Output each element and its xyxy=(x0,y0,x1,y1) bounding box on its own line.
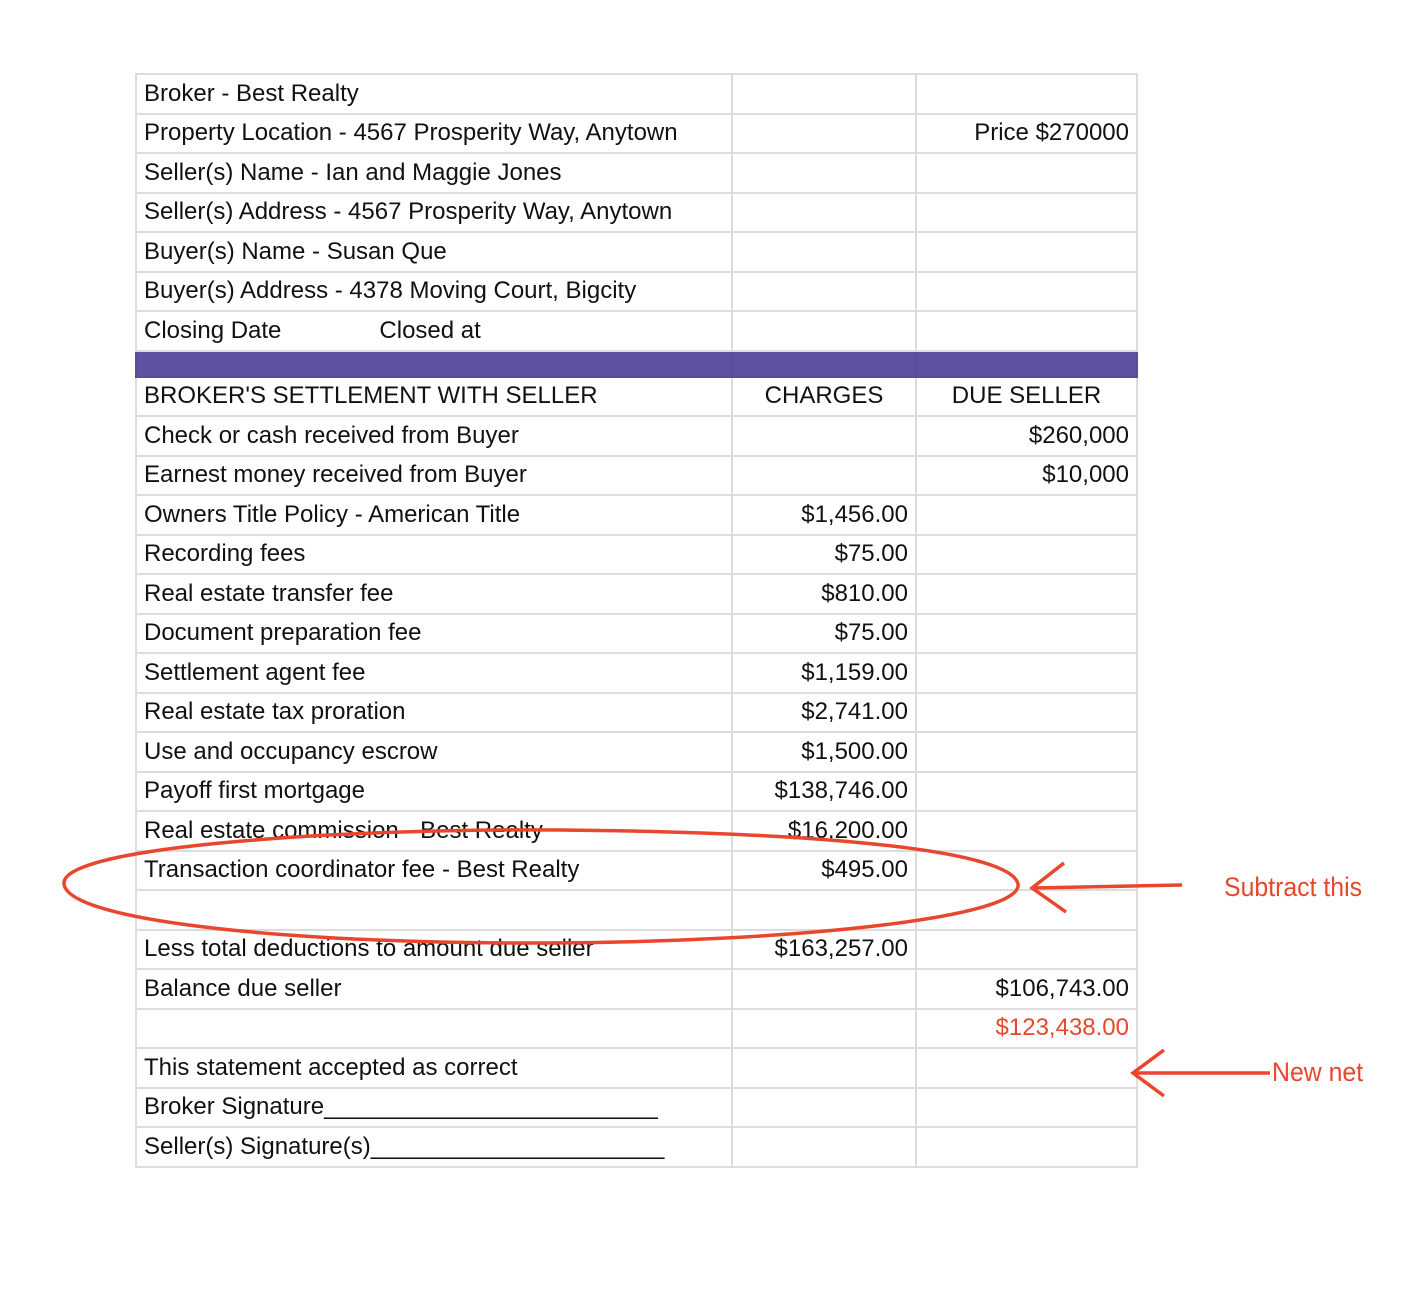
closed-at-label: Closed at xyxy=(379,316,481,344)
table-row xyxy=(136,772,1137,812)
settlement-rows xyxy=(136,416,1137,890)
row-sellers-name xyxy=(136,153,1137,193)
section-divider-band xyxy=(136,351,1137,377)
cell-broker[interactable]: Broker - Best Realty xyxy=(136,74,732,114)
cell-empty[interactable] xyxy=(916,153,1137,193)
cell-charge[interactable]: $138,746.00 xyxy=(732,772,916,812)
new-net-arrow xyxy=(1133,1050,1270,1096)
cell-empty[interactable] xyxy=(732,890,916,930)
cell-empty[interactable] xyxy=(916,1048,1137,1088)
row-buyers-address xyxy=(136,272,1137,312)
row-blank xyxy=(136,890,1137,930)
row-total-deductions xyxy=(136,930,1137,970)
cell-due[interactable]: $10,000 xyxy=(916,456,1137,496)
table-row xyxy=(136,653,1137,693)
cell-empty[interactable] xyxy=(916,193,1137,233)
cell-charge[interactable]: $2,741.00 xyxy=(732,693,916,733)
cell-charge[interactable]: $1,456.00 xyxy=(732,495,916,535)
cell-due[interactable] xyxy=(916,811,1137,851)
cell-label[interactable]: Earnest money received from Buyer xyxy=(136,456,732,496)
row-buyers-name xyxy=(136,232,1137,272)
cell-label[interactable]: Check or cash received from Buyer xyxy=(136,416,732,456)
row-broker xyxy=(136,74,1137,114)
row-new-net xyxy=(136,1009,1137,1049)
cell-empty[interactable] xyxy=(136,1009,732,1049)
cell-empty[interactable] xyxy=(916,74,1137,114)
cell-empty[interactable] xyxy=(136,890,732,930)
cell-closing[interactable] xyxy=(136,311,732,351)
cell-empty[interactable] xyxy=(732,969,916,1009)
cell-charge[interactable]: $16,200.00 xyxy=(732,811,916,851)
cell-due[interactable] xyxy=(916,732,1137,772)
total-deductions-label[interactable]: Less total deductions to amount due seller xyxy=(136,930,732,970)
table-row xyxy=(136,732,1137,772)
accepted-statement[interactable]: This statement accepted as correct xyxy=(136,1048,732,1088)
cell-label[interactable]: Real estate transfer fee xyxy=(136,574,732,614)
cell-due[interactable] xyxy=(916,693,1137,733)
cell-label[interactable]: Transaction coordinator fee - Best Realty xyxy=(136,851,732,891)
cell-empty[interactable] xyxy=(916,930,1137,970)
cell-empty[interactable] xyxy=(732,1009,916,1049)
new-net-note: New net xyxy=(1272,1057,1364,1087)
cell-label[interactable]: Payoff first mortgage xyxy=(136,772,732,812)
cell-sellers-name[interactable]: Seller(s) Name - Ian and Maggie Jones xyxy=(136,153,732,193)
row-accepted xyxy=(136,1048,1137,1088)
table-row xyxy=(136,535,1137,575)
band-cell xyxy=(732,351,916,377)
cell-charge[interactable]: $810.00 xyxy=(732,574,916,614)
cell-empty[interactable] xyxy=(916,1127,1137,1167)
closing-date-label: Closing Date xyxy=(144,316,282,344)
table-row xyxy=(136,495,1137,535)
cell-due[interactable] xyxy=(916,495,1137,535)
cell-charge[interactable]: $1,500.00 xyxy=(732,732,916,772)
band-cell xyxy=(136,351,732,377)
table-row xyxy=(136,416,1137,456)
table-row xyxy=(136,693,1137,733)
cell-label[interactable]: Recording fees xyxy=(136,535,732,575)
cell-empty[interactable] xyxy=(732,311,916,351)
cell-charge[interactable]: $75.00 xyxy=(732,614,916,654)
cell-empty[interactable] xyxy=(732,153,916,193)
cell-empty[interactable] xyxy=(732,232,916,272)
cell-empty[interactable] xyxy=(732,74,916,114)
broker-signature-line[interactable]: Broker Signature_________________________ xyxy=(136,1088,732,1128)
row-broker-signature xyxy=(136,1088,1137,1128)
cell-charge[interactable]: $495.00 xyxy=(732,851,916,891)
table-row xyxy=(136,456,1137,496)
cell-empty[interactable] xyxy=(916,272,1137,312)
row-closing xyxy=(136,311,1137,351)
cell-empty[interactable] xyxy=(916,890,1137,930)
row-seller-signature xyxy=(136,1127,1137,1167)
new-net-value[interactable]: $123,438.00 xyxy=(916,1009,1137,1049)
cell-due[interactable] xyxy=(916,772,1137,812)
cell-due[interactable]: $260,000 xyxy=(916,416,1137,456)
table-row xyxy=(136,614,1137,654)
cell-empty[interactable] xyxy=(732,1088,916,1128)
cell-empty[interactable] xyxy=(916,311,1137,351)
cell-charge[interactable] xyxy=(732,456,916,496)
cell-empty[interactable] xyxy=(732,1048,916,1088)
row-property-location xyxy=(136,114,1137,154)
cell-price[interactable]: Price $270000 xyxy=(916,114,1137,154)
band-cell xyxy=(916,351,1137,377)
cell-due[interactable] xyxy=(916,614,1137,654)
cell-due[interactable] xyxy=(916,851,1137,891)
cell-property-location[interactable]: Property Location - 4567 Prosperity Way, Anytown xyxy=(136,114,732,154)
balance-due-value[interactable]: $106,743.00 xyxy=(916,969,1137,1009)
row-balance-due xyxy=(136,969,1137,1009)
table-row xyxy=(136,811,1137,851)
total-deductions-value[interactable]: $163,257.00 xyxy=(732,930,916,970)
cell-empty[interactable] xyxy=(732,114,916,154)
table-row xyxy=(136,574,1137,614)
seller-signature-line[interactable]: Seller(s) Signature(s)______________________ xyxy=(136,1127,732,1167)
cell-due[interactable] xyxy=(916,574,1137,614)
cell-charge[interactable] xyxy=(732,416,916,456)
cell-empty[interactable] xyxy=(732,193,916,233)
cell-empty[interactable] xyxy=(916,232,1137,272)
cell-buyers-address[interactable]: Buyer(s) Address - 4378 Moving Court, Bigcity xyxy=(136,272,732,312)
cell-buyers-name[interactable]: Buyer(s) Name - Susan Que xyxy=(136,232,732,272)
cell-empty[interactable] xyxy=(916,1088,1137,1128)
cell-label[interactable]: Settlement agent fee xyxy=(136,653,732,693)
due-seller-header[interactable]: DUE SELLER xyxy=(916,377,1137,417)
cell-empty[interactable] xyxy=(732,272,916,312)
cell-due[interactable] xyxy=(916,653,1137,693)
settlement-title[interactable]: BROKER'S SETTLEMENT WITH SELLER xyxy=(136,377,732,417)
cell-label[interactable]: Real estate tax proration xyxy=(136,693,732,733)
cell-charge[interactable]: $1,159.00 xyxy=(732,653,916,693)
subtract-note: Subtract this xyxy=(1224,872,1363,902)
balance-due-label[interactable]: Balance due seller xyxy=(136,969,732,1009)
cell-label[interactable]: Use and occupancy escrow xyxy=(136,732,732,772)
row-settlement-header xyxy=(136,377,1137,417)
cell-due[interactable] xyxy=(916,535,1137,575)
cell-label[interactable]: Owners Title Policy - American Title xyxy=(136,495,732,535)
row-sellers-address xyxy=(136,193,1137,233)
cell-charge[interactable]: $75.00 xyxy=(732,535,916,575)
cell-label[interactable]: Document preparation fee xyxy=(136,614,732,654)
charges-header[interactable]: CHARGES xyxy=(732,377,916,417)
settlement-sheet xyxy=(135,73,1138,1168)
table-row xyxy=(136,851,1137,891)
cell-sellers-address[interactable]: Seller(s) Address - 4567 Prosperity Way, Anytown xyxy=(136,193,732,233)
cell-empty[interactable] xyxy=(732,1127,916,1167)
cell-label[interactable]: Real estate commission - Best Realty xyxy=(136,811,732,851)
